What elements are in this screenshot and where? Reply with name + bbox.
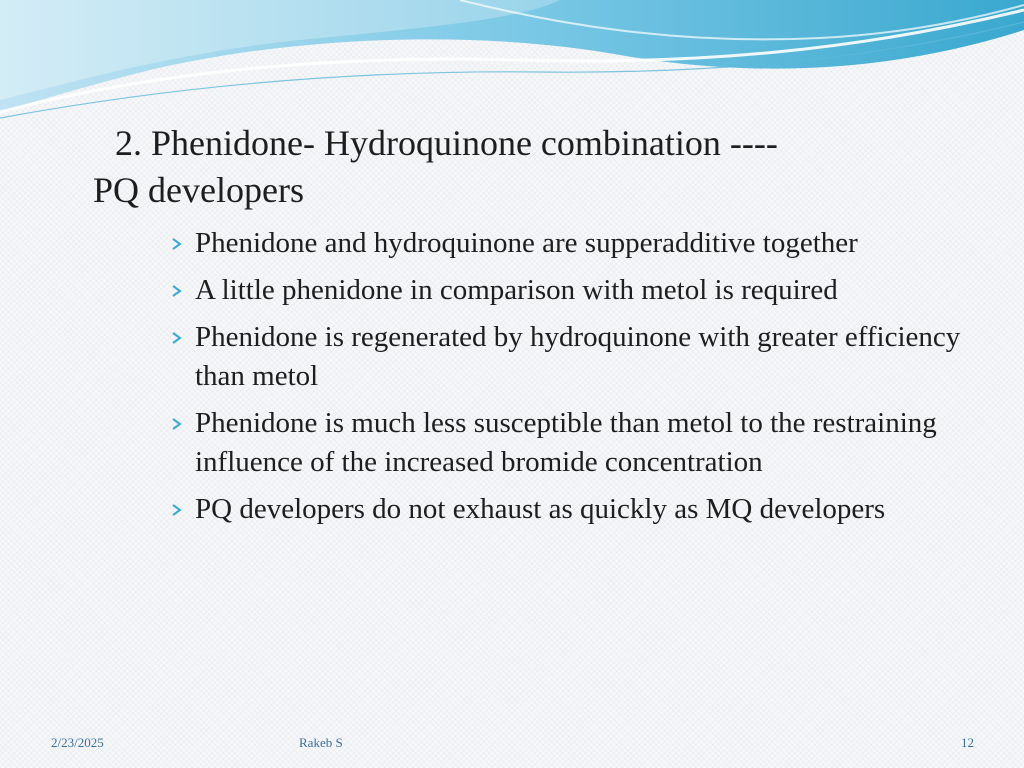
arrowhead-icon	[170, 503, 184, 517]
bullet-text: A little phenidone in comparison with metol is required	[195, 274, 838, 306]
arrowhead-icon	[170, 331, 184, 345]
bullet-text: Phenidone is much less susceptible than metol to the restraining influence of the increased bromide concentration	[195, 407, 937, 478]
bullet-text: PQ developers do not exhaust as quickly as MQ developers	[195, 493, 886, 525]
bullet-item	[170, 318, 970, 396]
footer-author: Rakeb S	[299, 735, 343, 750]
bullet-item	[170, 271, 970, 310]
bullet-item	[170, 224, 970, 263]
bullet-text: Phenidone is regenerated by hydroquinone with greater efficiency than metol	[195, 321, 961, 392]
bullet-list	[170, 224, 970, 537]
footer-date: 2/23/2025	[51, 735, 104, 750]
bullet-text: Phenidone and hydroquinone are supperadditive together	[195, 227, 858, 259]
slide-title	[93, 120, 973, 214]
arrowhead-icon	[170, 237, 184, 251]
slide-title-line2: PQ developers	[93, 170, 304, 210]
header-wave-decoration	[0, 0, 1024, 125]
bullet-item	[170, 404, 970, 482]
footer-page-number: 12	[961, 735, 974, 750]
bullet-item	[170, 490, 970, 529]
arrowhead-icon	[170, 417, 184, 431]
slide-title-line1: 2. Phenidone- Hydroquinone combination ----	[115, 123, 778, 163]
arrowhead-icon	[170, 284, 184, 298]
